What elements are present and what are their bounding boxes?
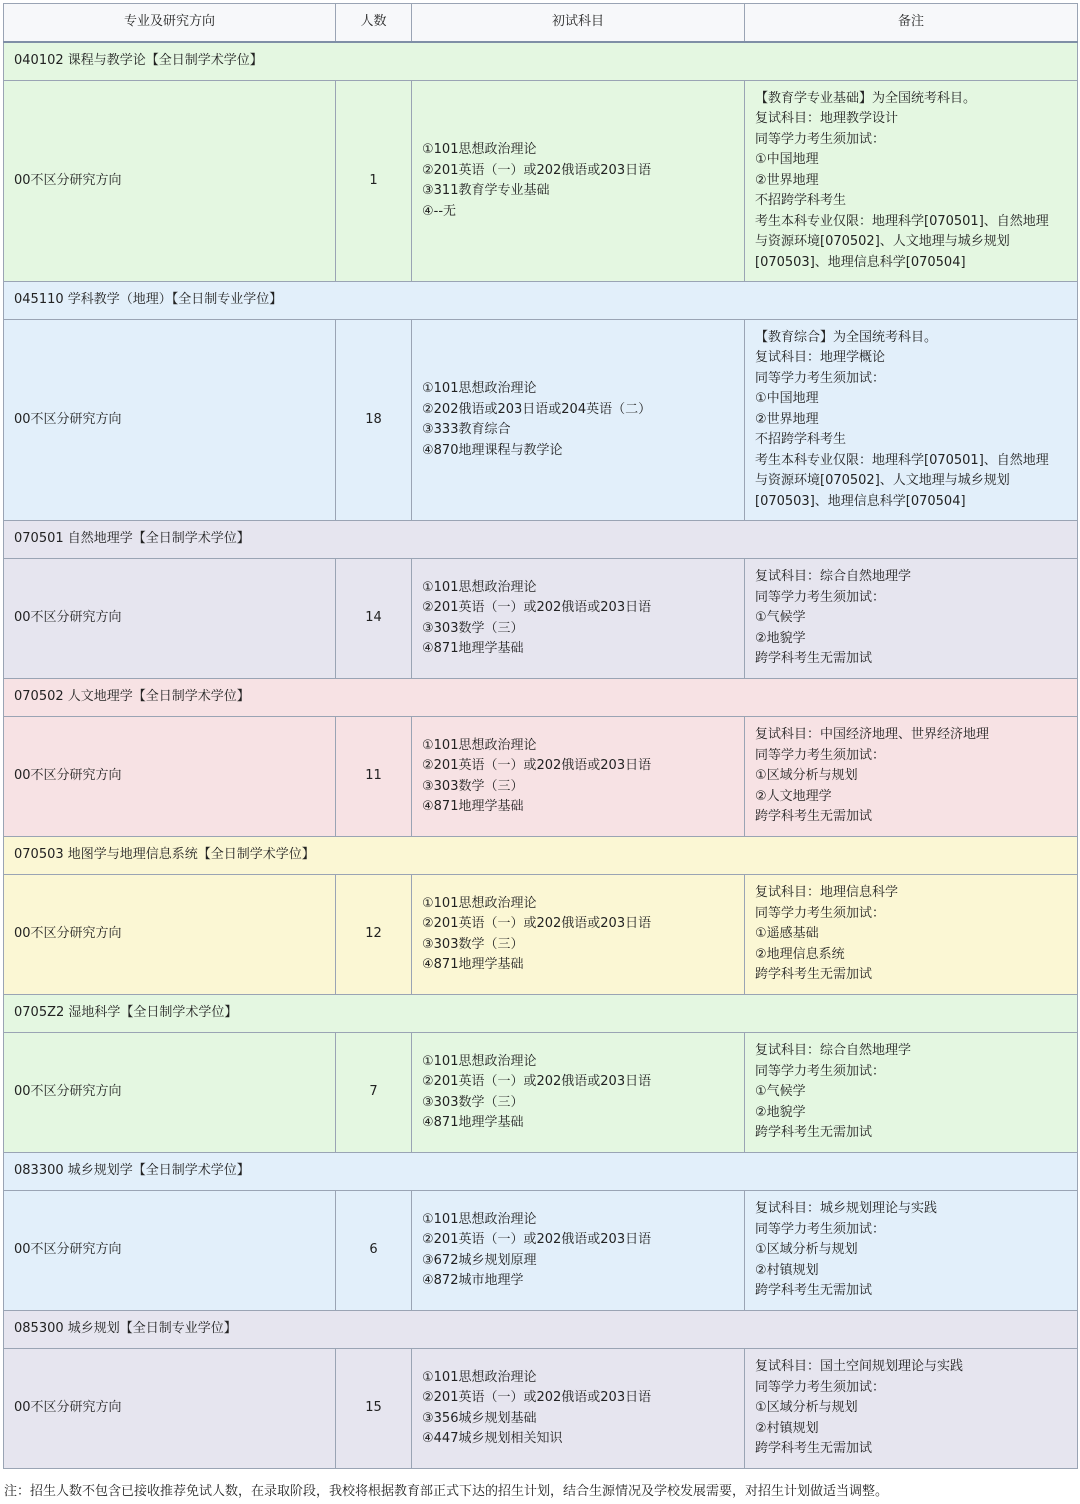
enrollment-count: 6 [336, 1191, 412, 1311]
research-direction: 00不区分研究方向 [4, 1349, 336, 1469]
exam-line: ②201英语（一）或202俄语或203日语 [422, 1074, 652, 1089]
exam-line: ④872城市地理学 [422, 1273, 524, 1288]
remark-line: 复试科目：综合自然地理学 [755, 569, 912, 585]
remark-line: ①区域分析与规划 [755, 1400, 858, 1416]
program-title: 083300 城乡规划学【全日制学术学位】 [4, 1153, 1078, 1191]
remark-line: 复试科目：中国经济地理、世界经济地理 [755, 727, 990, 743]
exam-line: ④870地理课程与教学论 [422, 442, 563, 458]
remark-line: 同等学力考生须加试： [755, 131, 886, 147]
program-title: 070503 地图学与地理信息系统【全日制学术学位】 [4, 837, 1078, 875]
remark-line: ①中国地理 [755, 391, 819, 407]
exam-line: ②201英语（一）或202俄语或203日语 [422, 758, 652, 773]
remarks [745, 1033, 1078, 1153]
remark-line: 同等学力考生须加试： [755, 589, 886, 605]
remark-line: 考生本科专业仅限：地理科学[070501]、自然地理 [755, 213, 1049, 229]
exam-line: ④871地理学基础 [422, 1115, 524, 1130]
exam-line: ③356城乡规划基础 [422, 1410, 537, 1426]
remark-line: 跨学科考生无需加试 [755, 809, 873, 825]
remark-line: 复试科目：综合自然地理学 [755, 1043, 912, 1059]
remark-line: 【教育学专业基础】为全国统考科目。 [755, 90, 977, 106]
exam-line: ③303数学（三） [422, 936, 524, 952]
exam-line: ④871地理学基础 [422, 957, 524, 972]
remark-line: [070503]、地理信息科学[070504] [755, 254, 966, 270]
remark-line: ②世界地理 [755, 172, 819, 188]
program-title-row [4, 679, 1078, 717]
remark-line: 同等学力考生须加试： [755, 1063, 886, 1079]
program-row [4, 320, 1078, 521]
program-title-row [4, 837, 1078, 875]
program-title-row [4, 995, 1078, 1033]
remark-line: ①气候学 [755, 1084, 806, 1100]
table-header-row [4, 4, 1078, 43]
remark-line: ②地理信息系统 [755, 946, 845, 962]
exam-subjects [412, 559, 745, 679]
remark-line: 跨学科考生无需加试 [755, 1283, 873, 1299]
exam-line: ③672城乡规划原理 [422, 1252, 537, 1268]
exam-subjects [412, 1349, 745, 1469]
research-direction: 00不区分研究方向 [4, 81, 336, 282]
exam-line: ②201英语（一）或202俄语或203日语 [422, 162, 652, 178]
remark-line: 同等学力考生须加试： [755, 747, 886, 763]
remark-line: ①气候学 [755, 610, 806, 626]
exam-line: ③311教育学专业基础 [422, 183, 550, 198]
program-title-row [4, 521, 1078, 559]
exam-line: ③303数学（三） [422, 778, 524, 794]
remark-line: 不招跨学科考生 [755, 432, 847, 448]
remark-line: 同等学力考生须加试： [755, 370, 886, 386]
remark-line: 同等学力考生须加试： [755, 1221, 886, 1237]
research-direction: 00不区分研究方向 [4, 320, 336, 521]
enrollment-count: 11 [336, 717, 412, 837]
exam-line: ②201英语（一）或202俄语或203日语 [422, 1232, 652, 1247]
header-count: 人数 [336, 4, 412, 43]
exam-line: ③303数学（三） [422, 620, 524, 636]
header-exam: 初试科目 [412, 4, 745, 43]
footnote: 注：招生人数不包含已接收推荐免试人数，在录取阶段，我校将根据教育部正式下达的招生计划，结合生源情况及学校发展需要，对招生计划做适当调整。 [4, 1484, 889, 1499]
program-title: 070501 自然地理学【全日制学术学位】 [4, 521, 1078, 559]
exam-line: ③303数学（三） [422, 1094, 524, 1110]
remark-line: 考生本科专业仅限：地理科学[070501]、自然地理 [755, 452, 1049, 468]
remark-line: 复试科目：城乡规划理论与实践 [755, 1201, 938, 1217]
remark-line: ②地貌学 [755, 1104, 806, 1120]
enrollment-count: 14 [336, 559, 412, 679]
remarks [745, 320, 1078, 521]
exam-line: ①101思想政治理论 [422, 1369, 537, 1385]
exam-line: ④871地理学基础 [422, 799, 524, 814]
remark-line: 跨学科考生无需加试 [755, 967, 873, 983]
remark-line: 复试科目：地理信息科学 [755, 885, 899, 901]
program-row [4, 81, 1078, 282]
exam-line: ②202俄语或203日语或204英语（二） [422, 401, 652, 417]
remark-line: 跨学科考生无需加试 [755, 1441, 873, 1457]
remark-line: ②人文地理学 [755, 788, 832, 804]
remark-line: 同等学力考生须加试： [755, 1379, 886, 1395]
exam-subjects [412, 1033, 745, 1153]
enrollment-table [3, 3, 1078, 1469]
exam-subjects [412, 81, 745, 282]
program-title: 085300 城乡规划【全日制专业学位】 [4, 1311, 1078, 1349]
exam-subjects [412, 717, 745, 837]
research-direction: 00不区分研究方向 [4, 1191, 336, 1311]
program-row [4, 1349, 1078, 1469]
remarks [745, 1191, 1078, 1311]
exam-line: ②201英语（一）或202俄语或203日语 [422, 1390, 652, 1405]
remark-line: ①中国地理 [755, 152, 819, 168]
program-row [4, 875, 1078, 995]
remarks [745, 717, 1078, 837]
remark-line: 复试科目：地理学概论 [755, 350, 886, 366]
remark-line: ②村镇规划 [755, 1420, 819, 1436]
exam-line: ①101思想政治理论 [422, 1053, 537, 1069]
remark-line: 与资源环境[070502]、人文地理与城乡规划 [755, 473, 1010, 489]
program-row [4, 1191, 1078, 1311]
remark-line: 跨学科考生无需加试 [755, 1125, 873, 1141]
header-notes: 备注 [745, 4, 1078, 43]
exam-line: ③333教育综合 [422, 422, 511, 437]
exam-line: ②201英语（一）或202俄语或203日语 [422, 916, 652, 931]
enrollment-count: 1 [336, 81, 412, 282]
remark-line: ②村镇规划 [755, 1262, 819, 1278]
program-title-row [4, 1153, 1078, 1191]
exam-subjects [412, 320, 745, 521]
program-title: 045110 学科教学（地理）【全日制专业学位】 [4, 282, 1078, 320]
exam-line: ①101思想政治理论 [422, 579, 537, 595]
enrollment-count: 15 [336, 1349, 412, 1469]
exam-line: ①101思想政治理论 [422, 737, 537, 753]
program-title: 040102 课程与教学论【全日制学术学位】 [4, 42, 1078, 81]
remark-line: ②地貌学 [755, 630, 806, 646]
exam-subjects [412, 875, 745, 995]
remark-line: 与资源环境[070502]、人文地理与城乡规划 [755, 234, 1010, 250]
research-direction: 00不区分研究方向 [4, 875, 336, 995]
remarks [745, 559, 1078, 679]
remark-line: 同等学力考生须加试： [755, 905, 886, 921]
program-row [4, 1033, 1078, 1153]
program-title-row [4, 282, 1078, 320]
research-direction: 00不区分研究方向 [4, 559, 336, 679]
exam-line: ②201英语（一）或202俄语或203日语 [422, 600, 652, 615]
program-row [4, 717, 1078, 837]
header-major: 专业及研究方向 [4, 4, 336, 43]
exam-line: ④447城乡规划相关知识 [422, 1431, 563, 1446]
remark-line: ②世界地理 [755, 411, 819, 427]
exam-line: ④--无 [422, 203, 457, 219]
enrollment-count: 7 [336, 1033, 412, 1153]
remark-line: [070503]、地理信息科学[070504] [755, 493, 966, 509]
remarks [745, 875, 1078, 995]
remark-line: ①遥感基础 [755, 926, 819, 942]
program-title-row [4, 1311, 1078, 1349]
program-title: 0705Z2 湿地科学【全日制学术学位】 [4, 995, 1078, 1033]
remark-line: 复试科目：国土空间规划理论与实践 [755, 1359, 964, 1375]
research-direction: 00不区分研究方向 [4, 1033, 336, 1153]
exam-line: ①101思想政治理论 [422, 895, 537, 911]
remark-line: 复试科目：地理教学设计 [755, 111, 899, 127]
exam-line: ④871地理学基础 [422, 641, 524, 656]
remark-line: 跨学科考生无需加试 [755, 651, 873, 667]
enrollment-count: 18 [336, 320, 412, 521]
remarks [745, 1349, 1078, 1469]
research-direction: 00不区分研究方向 [4, 717, 336, 837]
exam-line: ①101思想政治理论 [422, 142, 537, 157]
program-row [4, 559, 1078, 679]
program-title: 070502 人文地理学【全日制学术学位】 [4, 679, 1078, 717]
remark-line: ①区域分析与规划 [755, 768, 858, 784]
enrollment-count: 12 [336, 875, 412, 995]
exam-line: ①101思想政治理论 [422, 381, 537, 396]
program-title-row [4, 42, 1078, 81]
remark-line: 不招跨学科考生 [755, 193, 847, 209]
exam-subjects [412, 1191, 745, 1311]
remarks [745, 81, 1078, 282]
exam-line: ①101思想政治理论 [422, 1211, 537, 1227]
remark-line: 【教育综合】为全国统考科目。 [755, 329, 938, 345]
remark-line: ①区域分析与规划 [755, 1242, 858, 1258]
